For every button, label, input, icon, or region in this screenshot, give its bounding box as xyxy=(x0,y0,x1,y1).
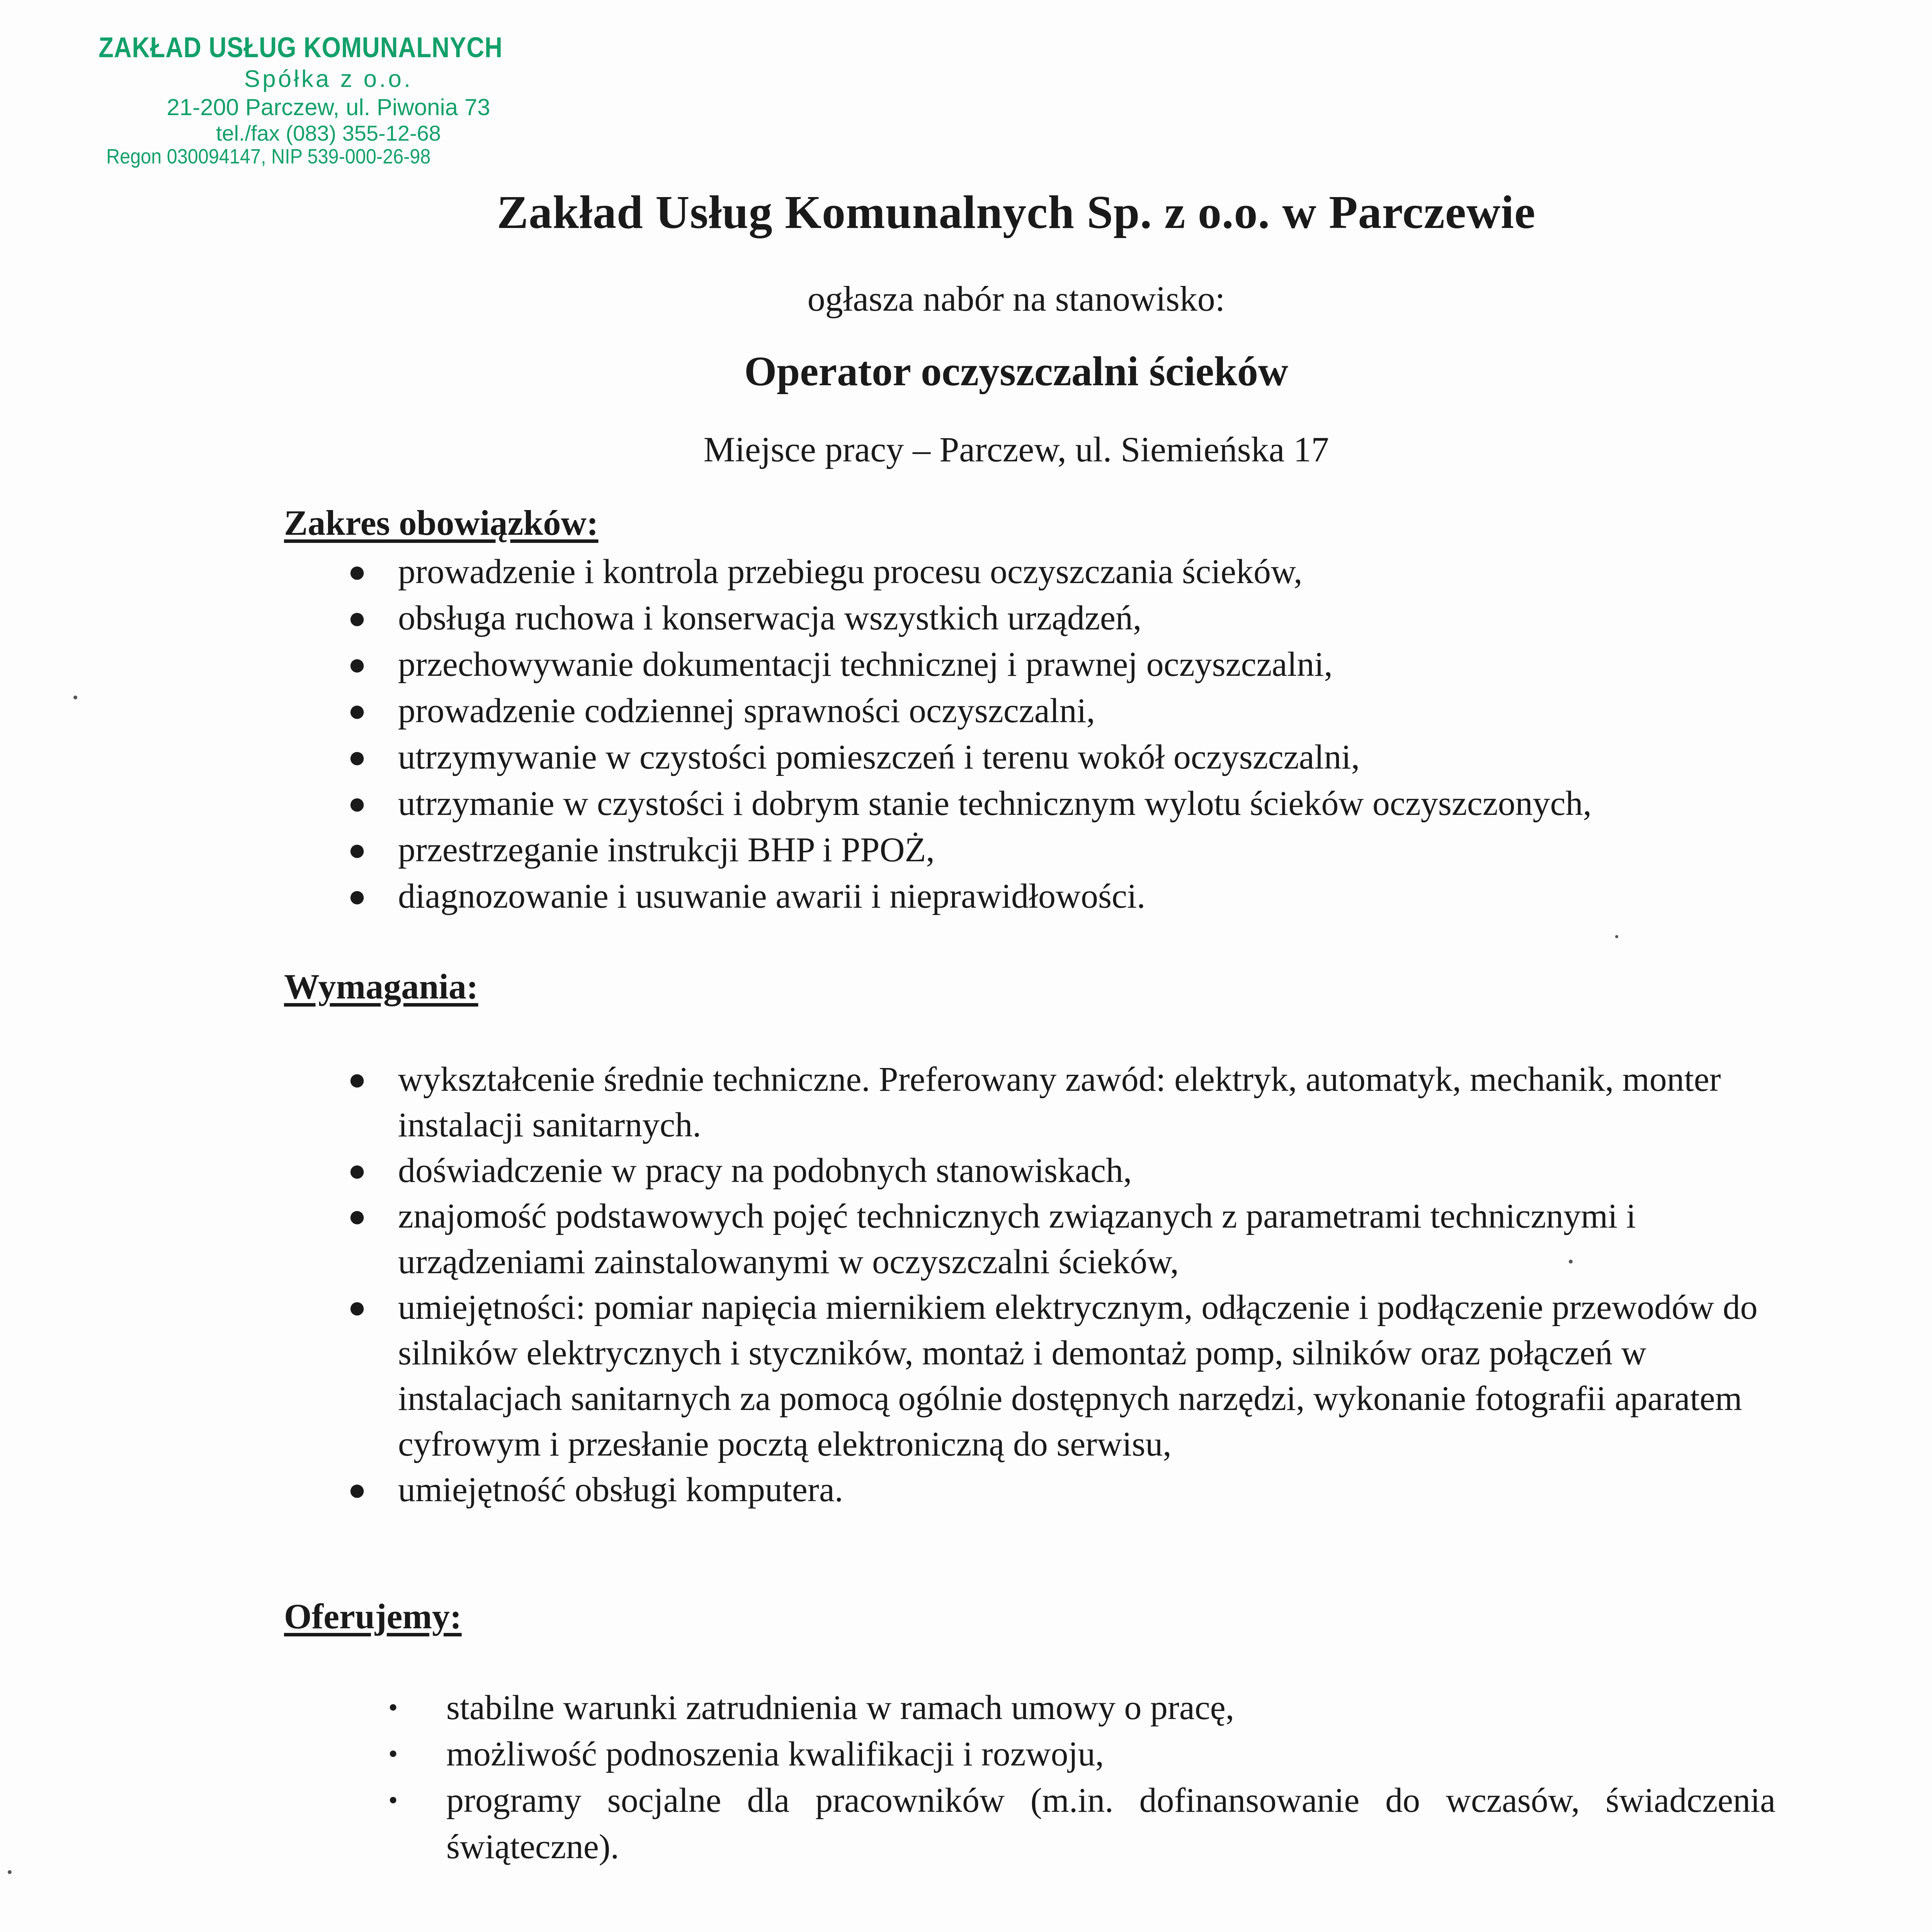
list-item: • programy socjalne dla pracowników (m.in. dofinansowanie do wczasów, świadczenia świąteczne). xyxy=(377,1777,1776,1870)
offer-heading: Oferujemy: xyxy=(284,1597,462,1636)
scan-speck xyxy=(73,696,77,699)
list-item: ● wykształcenie średnie techniczne. Preferowany zawód: elektryk, automatyk, mechanik, monter instalacji sanitarnych. xyxy=(332,1057,1762,1148)
bullet-icon: • xyxy=(388,1739,398,1769)
bullet-icon: ● xyxy=(348,555,367,589)
stamp-address: 21-200 Parczew, ul. Piwonia 73 xyxy=(167,94,490,120)
bullet-icon: ● xyxy=(348,1199,367,1233)
bullet-icon: • xyxy=(388,1693,398,1723)
workplace-text: Miejsce pracy – Parczew, ul. Siemieńska 17 xyxy=(703,430,1329,469)
scan-speck xyxy=(1615,935,1618,938)
list-item: ● doświadczenie w pracy na podobnych stanowiskach, xyxy=(332,1148,1762,1194)
bullet-icon: ● xyxy=(348,1154,367,1188)
bullet-icon: ● xyxy=(348,1291,367,1325)
requirements-list xyxy=(332,1057,1762,1513)
bullet-icon: ● xyxy=(348,648,367,682)
scan-speck xyxy=(8,1870,12,1874)
list-item: ● umiejętność obsługi komputera. xyxy=(332,1467,1762,1513)
bullet-icon: ● xyxy=(348,787,367,821)
stamp-phone: tel./fax (083) 355-12-68 xyxy=(216,121,441,145)
company-stamp xyxy=(99,30,543,168)
bullet-icon: ● xyxy=(348,1063,367,1097)
stamp-legal-form: Spółka z o.o. xyxy=(244,66,413,92)
list-item: ● znajomość podstawowych pojęć technicznych związanych z parametrami technicznymi i urządzeniami zainstalowanymi w oczyszczalni ścieków, xyxy=(332,1194,1762,1285)
list-item: ● przechowywanie dokumentacji technicznej i prawnej oczyszczalni, xyxy=(332,641,1781,688)
bullet-icon: ● xyxy=(348,601,367,635)
bullet-icon: ● xyxy=(348,694,367,728)
requirements-heading: Wymagania: xyxy=(284,967,478,1006)
list-item: ● diagnozowanie i usuwanie awarii i nieprawidłowości. xyxy=(332,873,1781,920)
list-item: ● prowadzenie codziennej sprawności oczyszczalni, xyxy=(332,688,1781,734)
stamp-company-name: ZAKŁAD USŁUG KOMUNALNYCH xyxy=(99,31,503,63)
list-item: ● umiejętności: pomiar napięcia miernikiem elektrycznym, odłączenie i podłączenie przewodów do silników elektrycznych i styczników, montaż i demontaż pomp, silników oraz połączeń w instalacjach sanitarnych za pomocą ogólnie dostępnych narzędzi, wykonanie fotografii aparatem cyfrowym i przesłanie pocztą elektroniczną do serwisu, xyxy=(332,1285,1762,1467)
list-item: ● obsługa ruchowa i konserwacja wszystkich urządzeń, xyxy=(332,595,1781,641)
announcement-text: ogłasza nabór na stanowisko: xyxy=(807,279,1225,318)
duties-list xyxy=(332,549,1781,920)
position-title: Operator oczyszczalni ścieków xyxy=(744,349,1288,395)
bullet-icon: ● xyxy=(348,879,367,913)
list-item: • możliwość podnoszenia kwalifikacji i rozwoju, xyxy=(377,1731,1776,1777)
list-item: ● przestrzeganie instrukcji BHP i PPOŻ, xyxy=(332,827,1781,873)
offer-list xyxy=(377,1685,1776,1870)
stamp-regon-nip: Regon 030094147, NIP 539-000-26-98 xyxy=(106,145,431,168)
company-title: Zakład Usług Komunalnych Sp. z o.o. w Parczewie xyxy=(497,186,1536,238)
list-item: ● prowadzenie i kontrola przebiegu procesu oczyszczania ścieków, xyxy=(332,549,1781,595)
bullet-icon: ● xyxy=(348,1473,367,1507)
list-item: ● utrzymywanie w czystości pomieszczeń i terenu wokół oczyszczalni, xyxy=(332,734,1781,781)
bullet-icon: • xyxy=(388,1786,398,1815)
bullet-icon: ● xyxy=(348,740,367,774)
scan-speck xyxy=(1569,1260,1573,1264)
list-item: ● utrzymanie w czystości i dobrym stanie technicznym wylotu ścieków oczyszczonych, xyxy=(332,781,1781,827)
list-item: • stabilne warunki zatrudnienia w ramach umowy o pracę, xyxy=(377,1685,1776,1731)
duties-heading: Zakres obowiązków: xyxy=(284,503,599,543)
bullet-icon: ● xyxy=(348,833,367,867)
